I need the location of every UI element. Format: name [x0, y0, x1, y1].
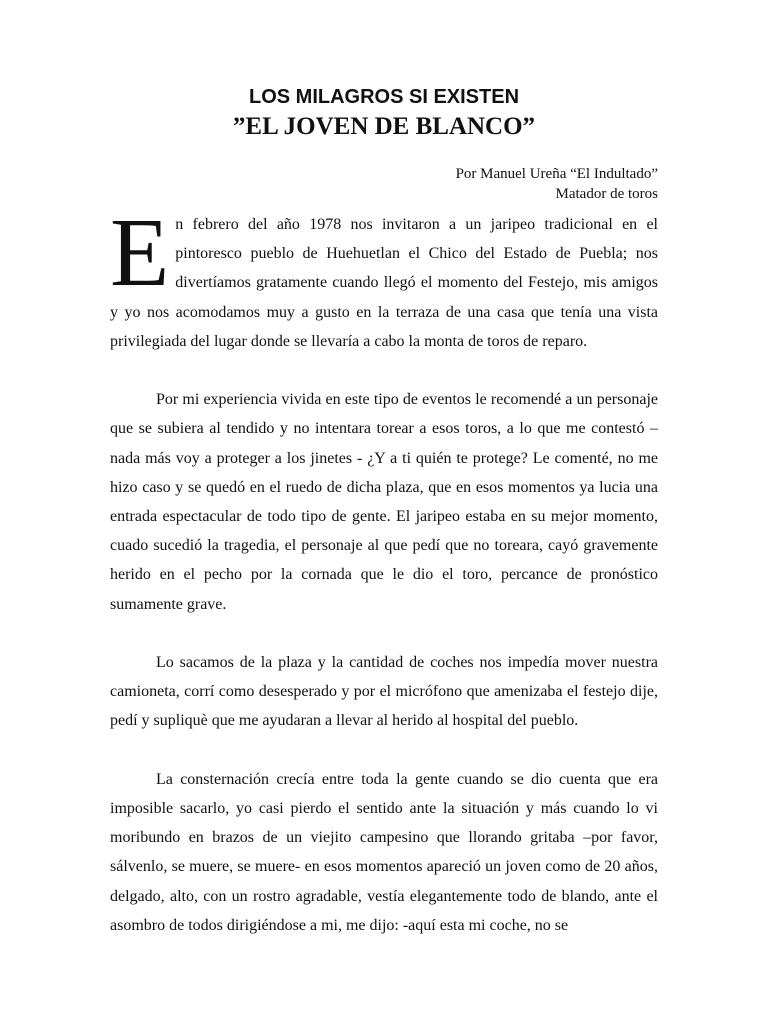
drop-cap: E: [110, 199, 170, 306]
byline: [456, 164, 658, 204]
title-line-2: ”EL JOVEN DE BLANCO”: [232, 113, 536, 140]
title-line-1: LOS MILAGROS SI EXISTEN: [248, 86, 520, 108]
paragraph-1: [110, 199, 658, 356]
byline-author: Por Manuel Ureña “El Indultado”: [455, 166, 658, 182]
byline-role: Matador de toros: [555, 186, 658, 202]
paragraph-1-text: n febrero del año 1978 nos invitaron a un jaripeo tradicional en el pintoresco pueblo de Huehuetlan el Chico del Estado de Puebla; nos divertíamos gratamente cuando llegó el momento del Festejo, mis amigos y yo nos acomodamos muy a gusto en la terraza de una casa que tenía una vista privilegiada del lugar donde se llevaría a cabo la monta de toros de reparo.: [110, 216, 658, 350]
paragraph-2: Por mi experiencia vivida en este tipo de eventos le recomendé a un personaje que se subiera al tendido y no intentara torear a esos toros, a lo que me contestó –nada más voy a proteger a los jinetes - ¿Y a ti quién te protege? Le comenté, no me hizo caso y se quedó en el ruedo de dicha plaza, que en esos momentos ya lucia una entrada espectacular de todo tipo de gente. El jaripeo estaba en su mejor momento, cuado sucedió la tragedia, el personaje al que pedí que no toreara, cayó gravemente herido en el pecho por la cornada que le dio el toro, percance de pronóstico sumamente grave.: [110, 391, 658, 613]
paragraph-4: La consternación crecía entre toda la gente cuando se dio cuenta que era imposible sacarlo, yo casi pierdo el sentido ante la situación y más cuando lo vi moribundo en brazos de un viejito campesino que llorando gritaba –por favor, sálvenlo, se muere, se muere- en esos momentos apareció un joven como de 20 años, delgado, alto, con un rostro agradable, vestía elegantemente todo de blando, ante el asombro de todos dirigiéndose a mi, me dijo: -aquí esta mi coche, no se: [110, 770, 658, 934]
article-body: [110, 199, 658, 969]
paragraph-3: Lo sacamos de la plaza y la cantidad de coches nos impedía mover nuestra camioneta, corrí como desesperado y por el micrófono que amenizaba el festejo dije, pedí y supliquè que me ayudaran a llevar al herido al hospital del pueblo.: [110, 654, 658, 730]
